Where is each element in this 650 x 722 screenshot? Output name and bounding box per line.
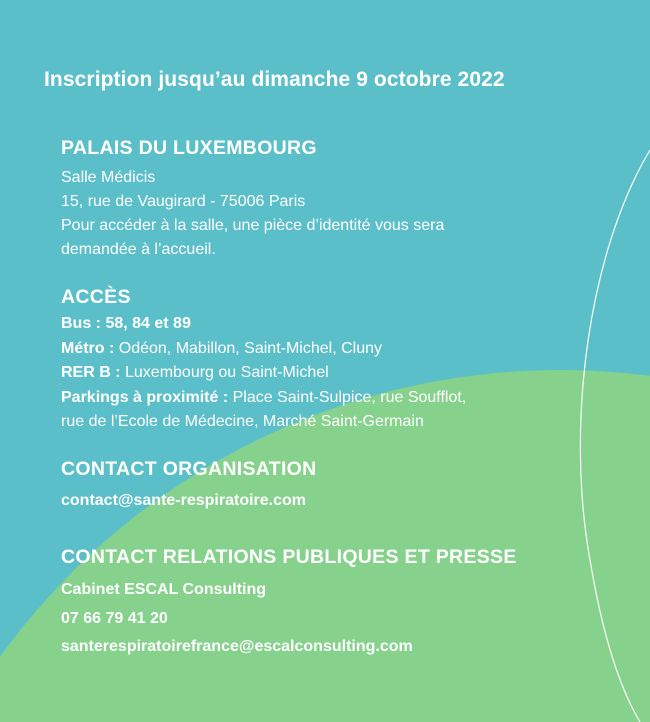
venue-section bbox=[61, 137, 621, 262]
press-contact-email[interactable]: santerespiratoirefrance@escalconsulting.com bbox=[61, 638, 413, 655]
venue-address: 15, rue de Vaugirard - 75006 Paris bbox=[61, 193, 306, 210]
venue-id-note-cont: demandée à l’accueil. bbox=[61, 241, 216, 258]
org-contact-section bbox=[61, 458, 621, 513]
access-metro bbox=[61, 337, 621, 362]
press-contact-title: CONTACT RELATIONS PUBLIQUES ET PRESSE bbox=[61, 546, 517, 568]
access-bus: Bus : 58, 84 et 89 bbox=[61, 315, 191, 332]
parkings-label: Parkings à proximité : bbox=[61, 388, 229, 406]
access-section bbox=[61, 286, 621, 435]
venue-room: Salle Médicis bbox=[61, 169, 156, 186]
rer-value: Luxembourg ou Saint-Michel bbox=[120, 364, 329, 381]
parkings-value: Place Saint-Sulpice, rue Soufflot, bbox=[228, 388, 467, 406]
registration-deadline: Inscription jusqu’au dimanche 9 octobre 2022 bbox=[44, 68, 505, 91]
venue-id-note: Pour accéder à la salle, une pièce d’identité vous sera bbox=[61, 217, 445, 234]
access-parkings bbox=[61, 386, 621, 411]
metro-label: Métro : bbox=[61, 339, 115, 357]
access-title: ACCÈS bbox=[61, 286, 131, 308]
rer-label: RER B : bbox=[61, 364, 121, 381]
press-contact-phone[interactable]: 07 66 79 41 20 bbox=[61, 609, 168, 627]
press-contact-company: Cabinet ESCAL Consulting bbox=[61, 581, 267, 598]
venue-title: PALAIS DU LUXEMBOURG bbox=[61, 137, 317, 159]
org-contact-title: CONTACT ORGANISATION bbox=[61, 458, 317, 480]
access-rer bbox=[61, 361, 621, 386]
press-contact-section bbox=[61, 546, 621, 662]
access-parkings-cont: rue de l’Ecole de Médecine, Marché Saint-Germain bbox=[61, 413, 424, 430]
org-contact-email[interactable]: contact@sante-respiratoire.com bbox=[61, 492, 307, 509]
metro-value: Odéon, Mabillon, Saint-Michel, Cluny bbox=[114, 339, 383, 357]
